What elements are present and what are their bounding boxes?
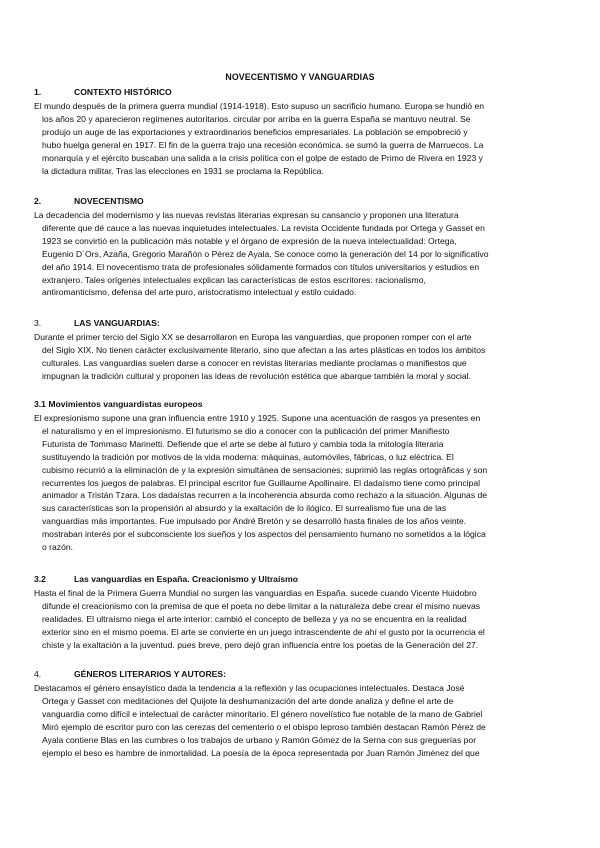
section-vanguardias-espana — [34, 573, 572, 652]
text-line: animador a Tristán Tzara. Los dadaístas recurren a la incoherencia absurda como rechazo a la situación. Algunas de — [42, 490, 488, 501]
text-line: cubismo recurrió a la eliminación de y la expresión simultánea de sensaciones; suprimió las reglas ortográficas y son — [42, 464, 488, 475]
text-line: Destacamos el género ensayístico dada la tendencia a la reflexión y las ocupaciones intelectuales. Destaca José — [34, 683, 465, 693]
text-line: Durante el primer tercio del Siglo XX se desarrollaron en Europa las vanguardias, que proponen romper con el arte — [34, 332, 472, 342]
section-paragraph — [34, 412, 572, 554]
section-generos-literarios — [34, 668, 572, 759]
section-novecentismo — [34, 195, 572, 299]
text-line: los años 20 y aparecieron regímenes autoritarios. circular por arriba en la guerra España se mantuvo neutral. Se — [42, 113, 471, 124]
text-line: La decadencia del modernismo y las nuevas revistas literarias expresan su cansancio y proponen una literatura — [34, 210, 459, 220]
section-number: 2. — [34, 196, 42, 206]
section-heading — [34, 317, 572, 330]
section-number: 1. — [34, 87, 42, 97]
section-title: Movimientos vanguardistas europeos — [48, 399, 203, 409]
text-line: realidades. El ultraísmo niega el arte interior: cambió el concepto de belleza y ya no se encuentra en la realidad — [42, 613, 467, 624]
section-heading — [34, 195, 572, 208]
text-line: antiromanticismo, defensa del arte puro, aristocratismo intelectual y estilo cuidado. — [42, 287, 357, 298]
text-line: hubo huelga general en 1917. El fin de la guerra trajo una recesión económica. se sumó la guerra de Marruecos. La — [42, 139, 484, 150]
section-heading — [34, 573, 572, 586]
text-line: del Siglo XIX. No tienen carácter exclusivamente literario, sino que afectan a las artes plásticas en todos los ámbitos — [42, 344, 486, 355]
text-line: sus características son la propensión al absurdo y la exaltación de lo ilógico. El surrealismo fue una de las — [42, 503, 447, 514]
text-line: Futurista de Tommaso Marinetti. Defiende que el arte se debe al futuro y cambia toda la mitología literaria — [42, 438, 444, 449]
section-number: 3.2 — [34, 574, 46, 584]
text-line: Eugenio D`Ors, Azaña, Gregorio Marañón o Pérez de Ayala. Se conoce como la generación del 14 por lo significativo — [42, 248, 489, 259]
text-line: extranjero. Tales orígenes intelectuales explican las características de estos escritores: racionalismo, — [42, 274, 426, 285]
text-line: chiste y la exaltación a la juventud. pues breve, pero dejó gran influencia entre los poetas de la Generación del 27. — [42, 639, 479, 650]
text-line: produjo un auge de las exportaciones y extraordinarios beneficios empresariales. La población se empobreció y — [42, 126, 468, 137]
text-line: vanguardia como difícil e intelectual de carácter minoritario. El género novelístico fue notable de la mano de Gabriel — [42, 708, 483, 719]
text-line: monarquía y el ejército buscaban una salida a la crisis política con el golpe de estado de Primo de Rivera en 1923 y — [42, 152, 483, 163]
text-line: vanguardias más importantes. Fue impulsado por André Bretón y se desarrolló hasta finales de los años veinte. — [42, 516, 467, 527]
section-paragraph — [34, 100, 572, 177]
text-line: Hasta el final de la Primera Guerra Mundial no surgen las vanguardias en España. sucede cuando Vicente Huidobro — [34, 588, 477, 598]
section-title: Las vanguardias en España. Creacionismo y Ultraísmo — [74, 574, 298, 584]
text-line: El expresionismo supone una gran influencia entre 1910 y 1925. Supone una acentuación de rasgos ya presentes en — [34, 413, 481, 423]
section-number: 4. — [34, 669, 42, 679]
document-title: NOVECENTISMO Y VANGUARDIAS — [225, 72, 375, 82]
section-title: LAS VANGUARDIAS: — [74, 318, 160, 328]
text-line: mostraban interés por el subconsciente los sueños y los aspectos del pensamiento humano no sometidos a la lógica — [42, 529, 486, 540]
text-line: El mundo después de la primera guerra mundial (1914-1918). Esto supuso un sacrificio humano. Europa se hundió en — [34, 101, 485, 111]
section-paragraph — [34, 682, 572, 759]
section-title: NOVECENTISMO — [74, 196, 144, 206]
section-heading — [34, 398, 572, 411]
text-line: diferente que dé cauce a las nuevas inquietudes intelectuales. La revista Occidente fundada por Ortega y Gasset en — [42, 222, 485, 233]
text-line: 1923 se convirtió en la publicación más notable y el órgano de expresión de la nueva intelectualidad: Ortega, — [42, 235, 457, 246]
text-line: Ayala contiene Blas en las cumbres o los trabajos de urbano y Ramón Gómez de la Serna con sus greguerías por — [42, 734, 477, 745]
text-line: difunde el creacionismo con la premisa de que el poeta no debe limitar a la naturaleza debe crear el mismo nuevas — [42, 600, 481, 611]
section-heading — [34, 86, 572, 99]
section-movimientos-vanguardistas — [34, 398, 572, 554]
text-line: o razón. — [42, 542, 74, 553]
text-line: la dictadura militar. Tras las elecciones en 1931 se proclama la República. — [42, 165, 324, 176]
section-title: GÉNEROS LITERARIOS Y AUTORES: — [74, 669, 227, 679]
text-line: del año 1914. El novecentismo trata de profesionales sólidamente formados con títulos universitarios y estudios en — [42, 261, 480, 272]
section-heading — [34, 668, 572, 681]
section-las-vanguardias — [34, 317, 572, 383]
section-title: CONTEXTO HISTÓRICO — [74, 87, 172, 97]
section-number: 3. — [34, 318, 42, 328]
text-line: impugnan la tradición cultural y proponen las ideas de revolución estética que abarque también la moral y social. — [42, 370, 471, 381]
text-line: recurrentes los juegos de palabras. El principal escritor fue Guillaume Apollinaire. El dadaísmo tiene como principal — [42, 477, 481, 488]
section-paragraph — [34, 209, 572, 299]
section-paragraph — [34, 331, 572, 383]
section-paragraph — [34, 587, 572, 652]
text-line: ejemplo el beso es hambre de inmortalidad. La poesía de la época representada por Juan Ramón Jiménez del que — [42, 747, 480, 758]
text-line: Miró ejemplo de escritor puro con las cerezas del cementerio o el obispo leproso también destacan Ramón Pérez de — [42, 721, 486, 732]
section-number: 3.1 — [34, 399, 46, 409]
text-line: Ortega y Gasset con meditaciones del Quijote la deshumanización del arte donde analiza y define el arte de — [42, 695, 454, 706]
text-line: sustituyendo la tradición por motivos de la vida moderna: máquinas, automóviles, fábricas, o luz eléctrica. El — [42, 451, 454, 462]
text-line: culturales. Las vanguardias suelen darse a conocer en revistas literarias mediante proclamas o manifiestos que — [42, 357, 467, 368]
section-contexto-historico — [34, 86, 572, 177]
text-line: exterior sino en el mismo poema. El arte se convierte en un juego intrascendente de ahí el gusto por la ocurrencia el — [42, 626, 485, 637]
text-line: el naturalismo y en el impresionismo. El futurismo se dio a conocer con la publicación del primer Manifiesto — [42, 425, 450, 436]
